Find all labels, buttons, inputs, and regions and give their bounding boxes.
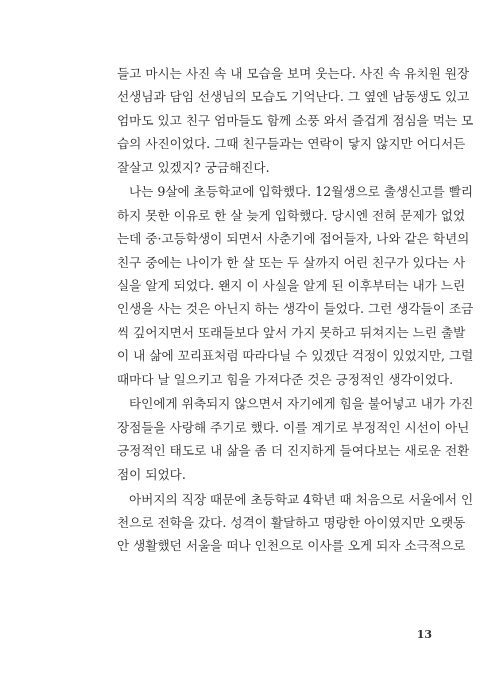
text-line: 점이 되었다. (117, 466, 186, 482)
text-line: 인생을 사는 것은 아닌지 하는 생각이 들었다. 그런 생각들이 조금 (117, 301, 474, 317)
text-line: 잘살고 있겠지? 궁금해진다. (117, 159, 270, 175)
text-line: 실을 알게 되었다. 왠지 이 사실을 알게 된 이후부터는 내가 느린 (117, 278, 466, 294)
page-body (117, 62, 474, 559)
paragraph-2 (117, 180, 474, 391)
text-line: 타인에게 위축되지 않으면서 자기에게 힘을 불어넣고 내가 가진 (129, 396, 474, 412)
text-line: 엄마도 있고 친구 엄마들도 함께 소풍 와서 즐겁게 점심을 먹는 모 (117, 112, 474, 128)
text-line: 안 생활했던 서울을 떠나 인천으로 이사를 오게 되자 소극적으로 (117, 538, 466, 554)
paragraph-1 (117, 62, 474, 179)
text-line: 친구 중에는 나이가 한 살 또는 두 살까지 어린 친구가 있다는 사 (117, 254, 466, 270)
text-line: 선생님과 담임 선생님의 모습도 기억난다. 그 옆엔 남동생도 있고 (117, 89, 470, 105)
text-line: 긍정적인 태도로 내 삶을 좀 더 진지하게 들여다보는 새로운 전환 (117, 443, 470, 459)
text-line: 들고 마시는 사진 속 내 모습을 보며 웃는다. 사진 속 유치원 원장 (117, 66, 470, 81)
paragraph-4 (117, 488, 474, 558)
text-line: 이 내 삶에 꼬리표처럼 따라다닐 수 있겠단 걱정이 있었지만, 그럴 (117, 348, 474, 364)
text-line: 때마다 날 일으키고 힘을 가져다준 것은 긍정적인 생각이었다. (117, 371, 454, 387)
text-line: 아버지의 직장 때문에 초등학교 4학년 때 처음으로 서울에서 인 (129, 491, 474, 507)
text-line: 나는 9살에 초등학교에 입학했다. 12월생으로 출생신고를 빨리 (129, 184, 474, 200)
text-line: 는데 중·고등학생이 되면서 사춘기에 접어들자, 나와 같은 학년의 (117, 231, 470, 247)
text-line: 씩 깊어지면서 또래들보다 앞서 가지 못하고 뒤쳐지는 느린 출발 (117, 324, 466, 340)
text-line: 하지 못한 이유로 한 살 늦게 입학했다. 당시엔 전혀 문제가 없었 (117, 207, 466, 223)
text-line: 습의 사진이었다. 그때 친구들과는 연락이 닿지 않지만 어디서든 (117, 136, 466, 152)
text-line: 장점들을 사랑해 주기로 했다. 이를 계기로 부정적인 시선이 아닌 (117, 419, 470, 435)
paragraph-3 (117, 392, 474, 486)
page-number: 13 (416, 628, 432, 641)
text-line: 천으로 전학을 갔다. 성격이 활달하고 명랑한 아이였지만 오랫동 (117, 514, 466, 530)
